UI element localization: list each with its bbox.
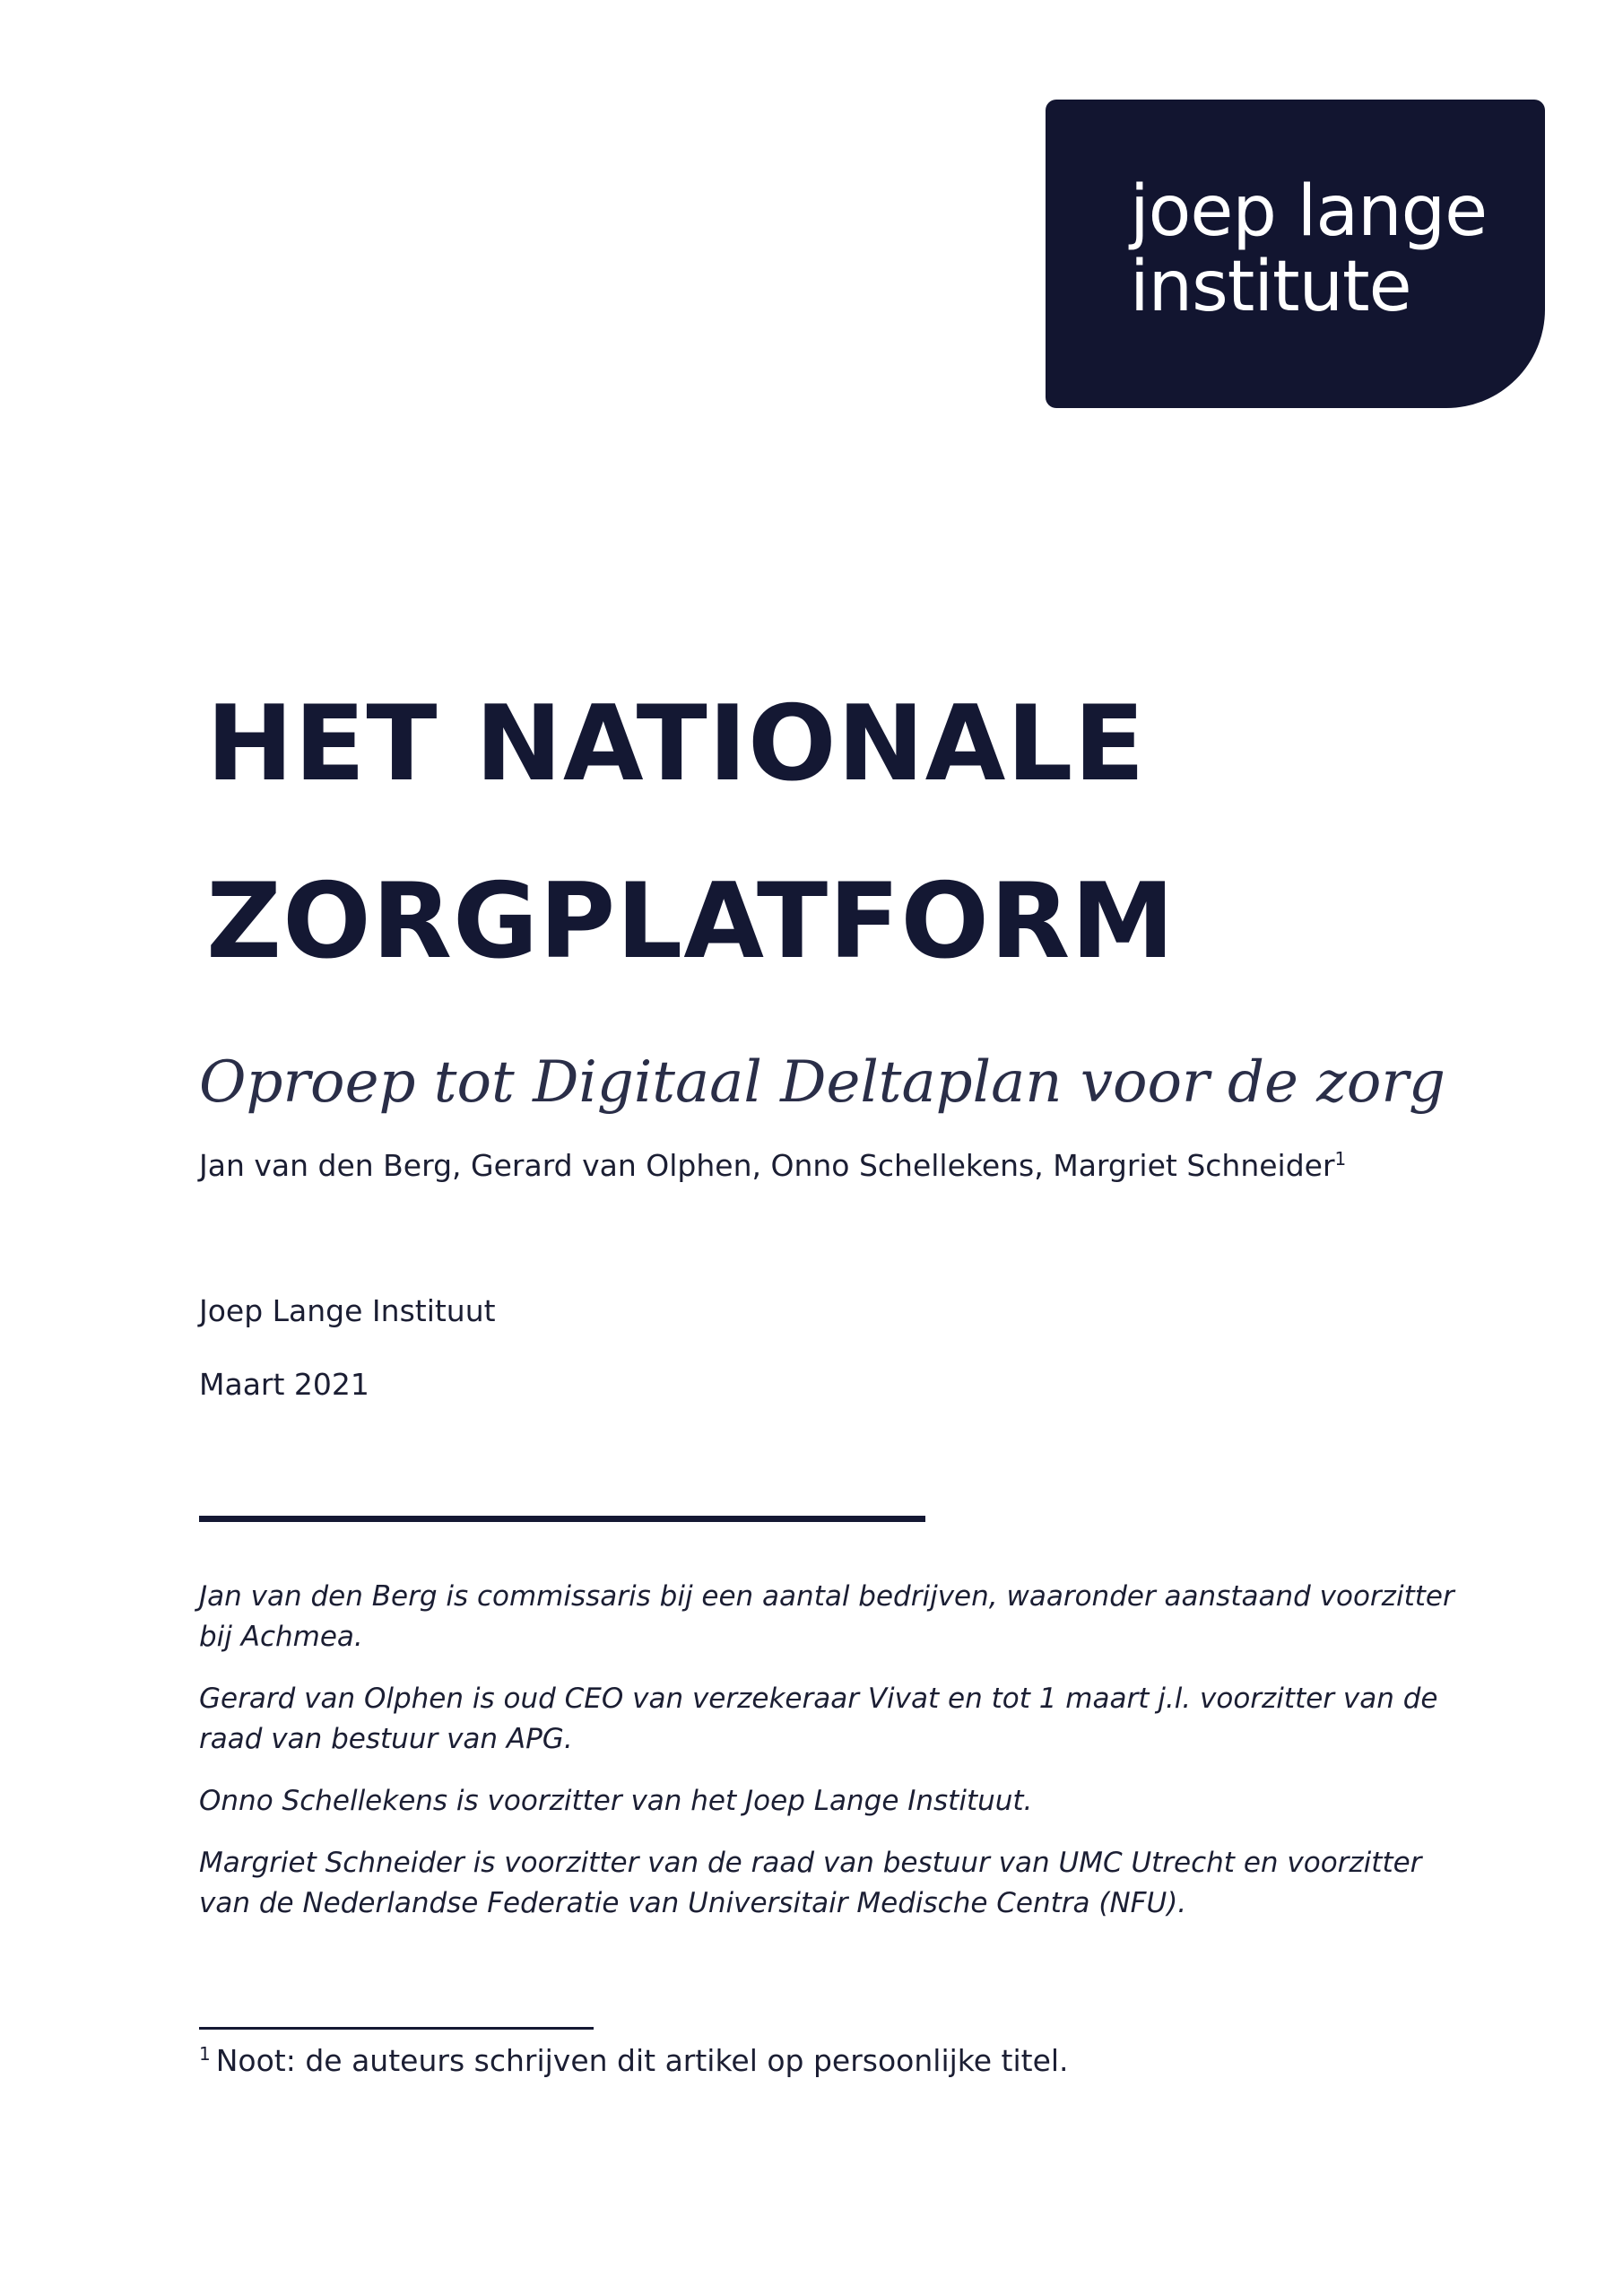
logo-line-2: institute bbox=[1130, 247, 1411, 327]
footnote-text: Noot: de auteurs schrijven dit artikel op persoonlijke titel. bbox=[215, 2043, 1069, 2078]
bio-paragraph: Gerard van Olphen is oud CEO van verzekeraar Vivat en tot 1 maart j.l. voorzitter van de raad van bestuur van APG. bbox=[199, 1683, 1438, 1755]
section-divider bbox=[199, 1516, 925, 1522]
organization: Joep Lange Instituut bbox=[199, 1293, 496, 1328]
logo-line-1: joep lange bbox=[1130, 171, 1488, 252]
bio-paragraph: Margriet Schneider is voorzitter van de raad van bestuur van UMC Utrecht en voorzitter van de Nederlandse Federatie van Universitair Medische Centra (NFU). bbox=[199, 1847, 1422, 1919]
footnote-divider bbox=[199, 2027, 594, 2030]
footnote-reference: 1 bbox=[1334, 1148, 1347, 1170]
author-names: Jan van den Berg, Gerard van Olphen, Onno Schellekens, Margriet Schneider bbox=[199, 1148, 1335, 1183]
title-line-1: HET NATIONALE bbox=[206, 683, 1146, 804]
footnote bbox=[199, 2043, 1069, 2078]
footnote-marker: 1 bbox=[199, 2043, 211, 2065]
subtitle: Oproep tot Digitaal Deltaplan voor de zorg bbox=[199, 1049, 1445, 1116]
bio-paragraph: Onno Schellekens is voorzitter van het Joep Lange Instituut. bbox=[199, 1785, 1033, 1817]
author-bios bbox=[199, 1577, 1472, 1945]
title-line-2: ZORGPLATFORM bbox=[206, 861, 1176, 982]
authors bbox=[199, 1148, 1346, 1183]
publication-date: Maart 2021 bbox=[199, 1367, 369, 1402]
bio-paragraph: Jan van den Berg is commissaris bij een aantal bedrijven, waaronder aanstaand voorzitter bij Achmea. bbox=[199, 1580, 1454, 1653]
logo bbox=[1046, 100, 1545, 408]
